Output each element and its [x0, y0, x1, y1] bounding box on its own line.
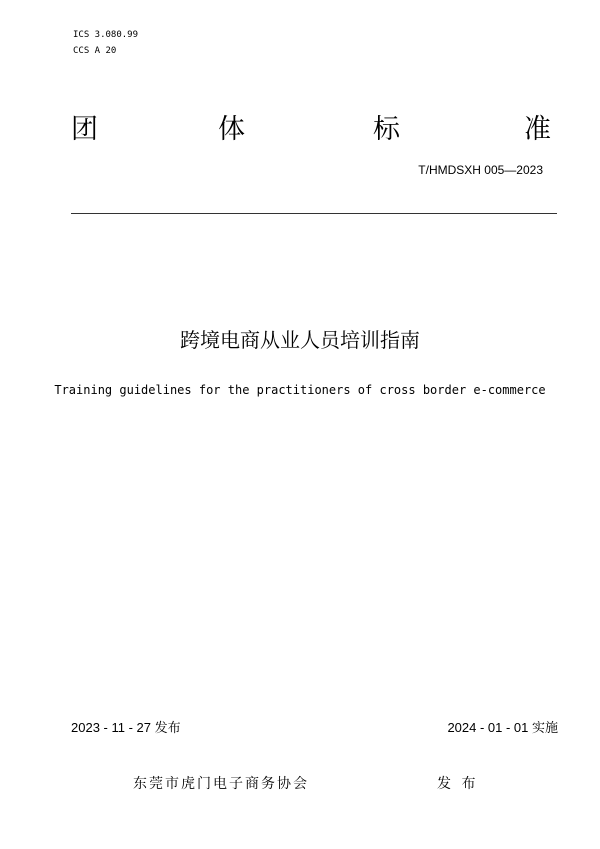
standard-number: T/HMDSXH 005—2023 [418, 163, 543, 177]
ccs-code: CCS A 20 [73, 46, 117, 56]
standard-type-char-1: 团 [71, 114, 98, 145]
issue-date: 2023 - 11 - 27 发布 [71, 720, 181, 735]
publish-label: 发 布 [437, 776, 479, 792]
document-title-english: Training guidelines for the practitioners of cross border e-commerce [54, 383, 546, 397]
document-title-chinese: 跨境电商从业人员培训指南 [180, 328, 420, 352]
horizontal-divider [71, 213, 557, 214]
standard-type-char-4: 准 [524, 114, 551, 145]
implementation-date: 2024 - 01 - 01 实施 [447, 720, 558, 735]
standard-type-char-2: 体 [218, 114, 245, 145]
ics-code: ICS 3.080.99 [73, 30, 139, 40]
publisher-name: 东莞市虎门电子商务协会 [133, 776, 309, 792]
standard-type-char-3: 标 [373, 114, 400, 145]
